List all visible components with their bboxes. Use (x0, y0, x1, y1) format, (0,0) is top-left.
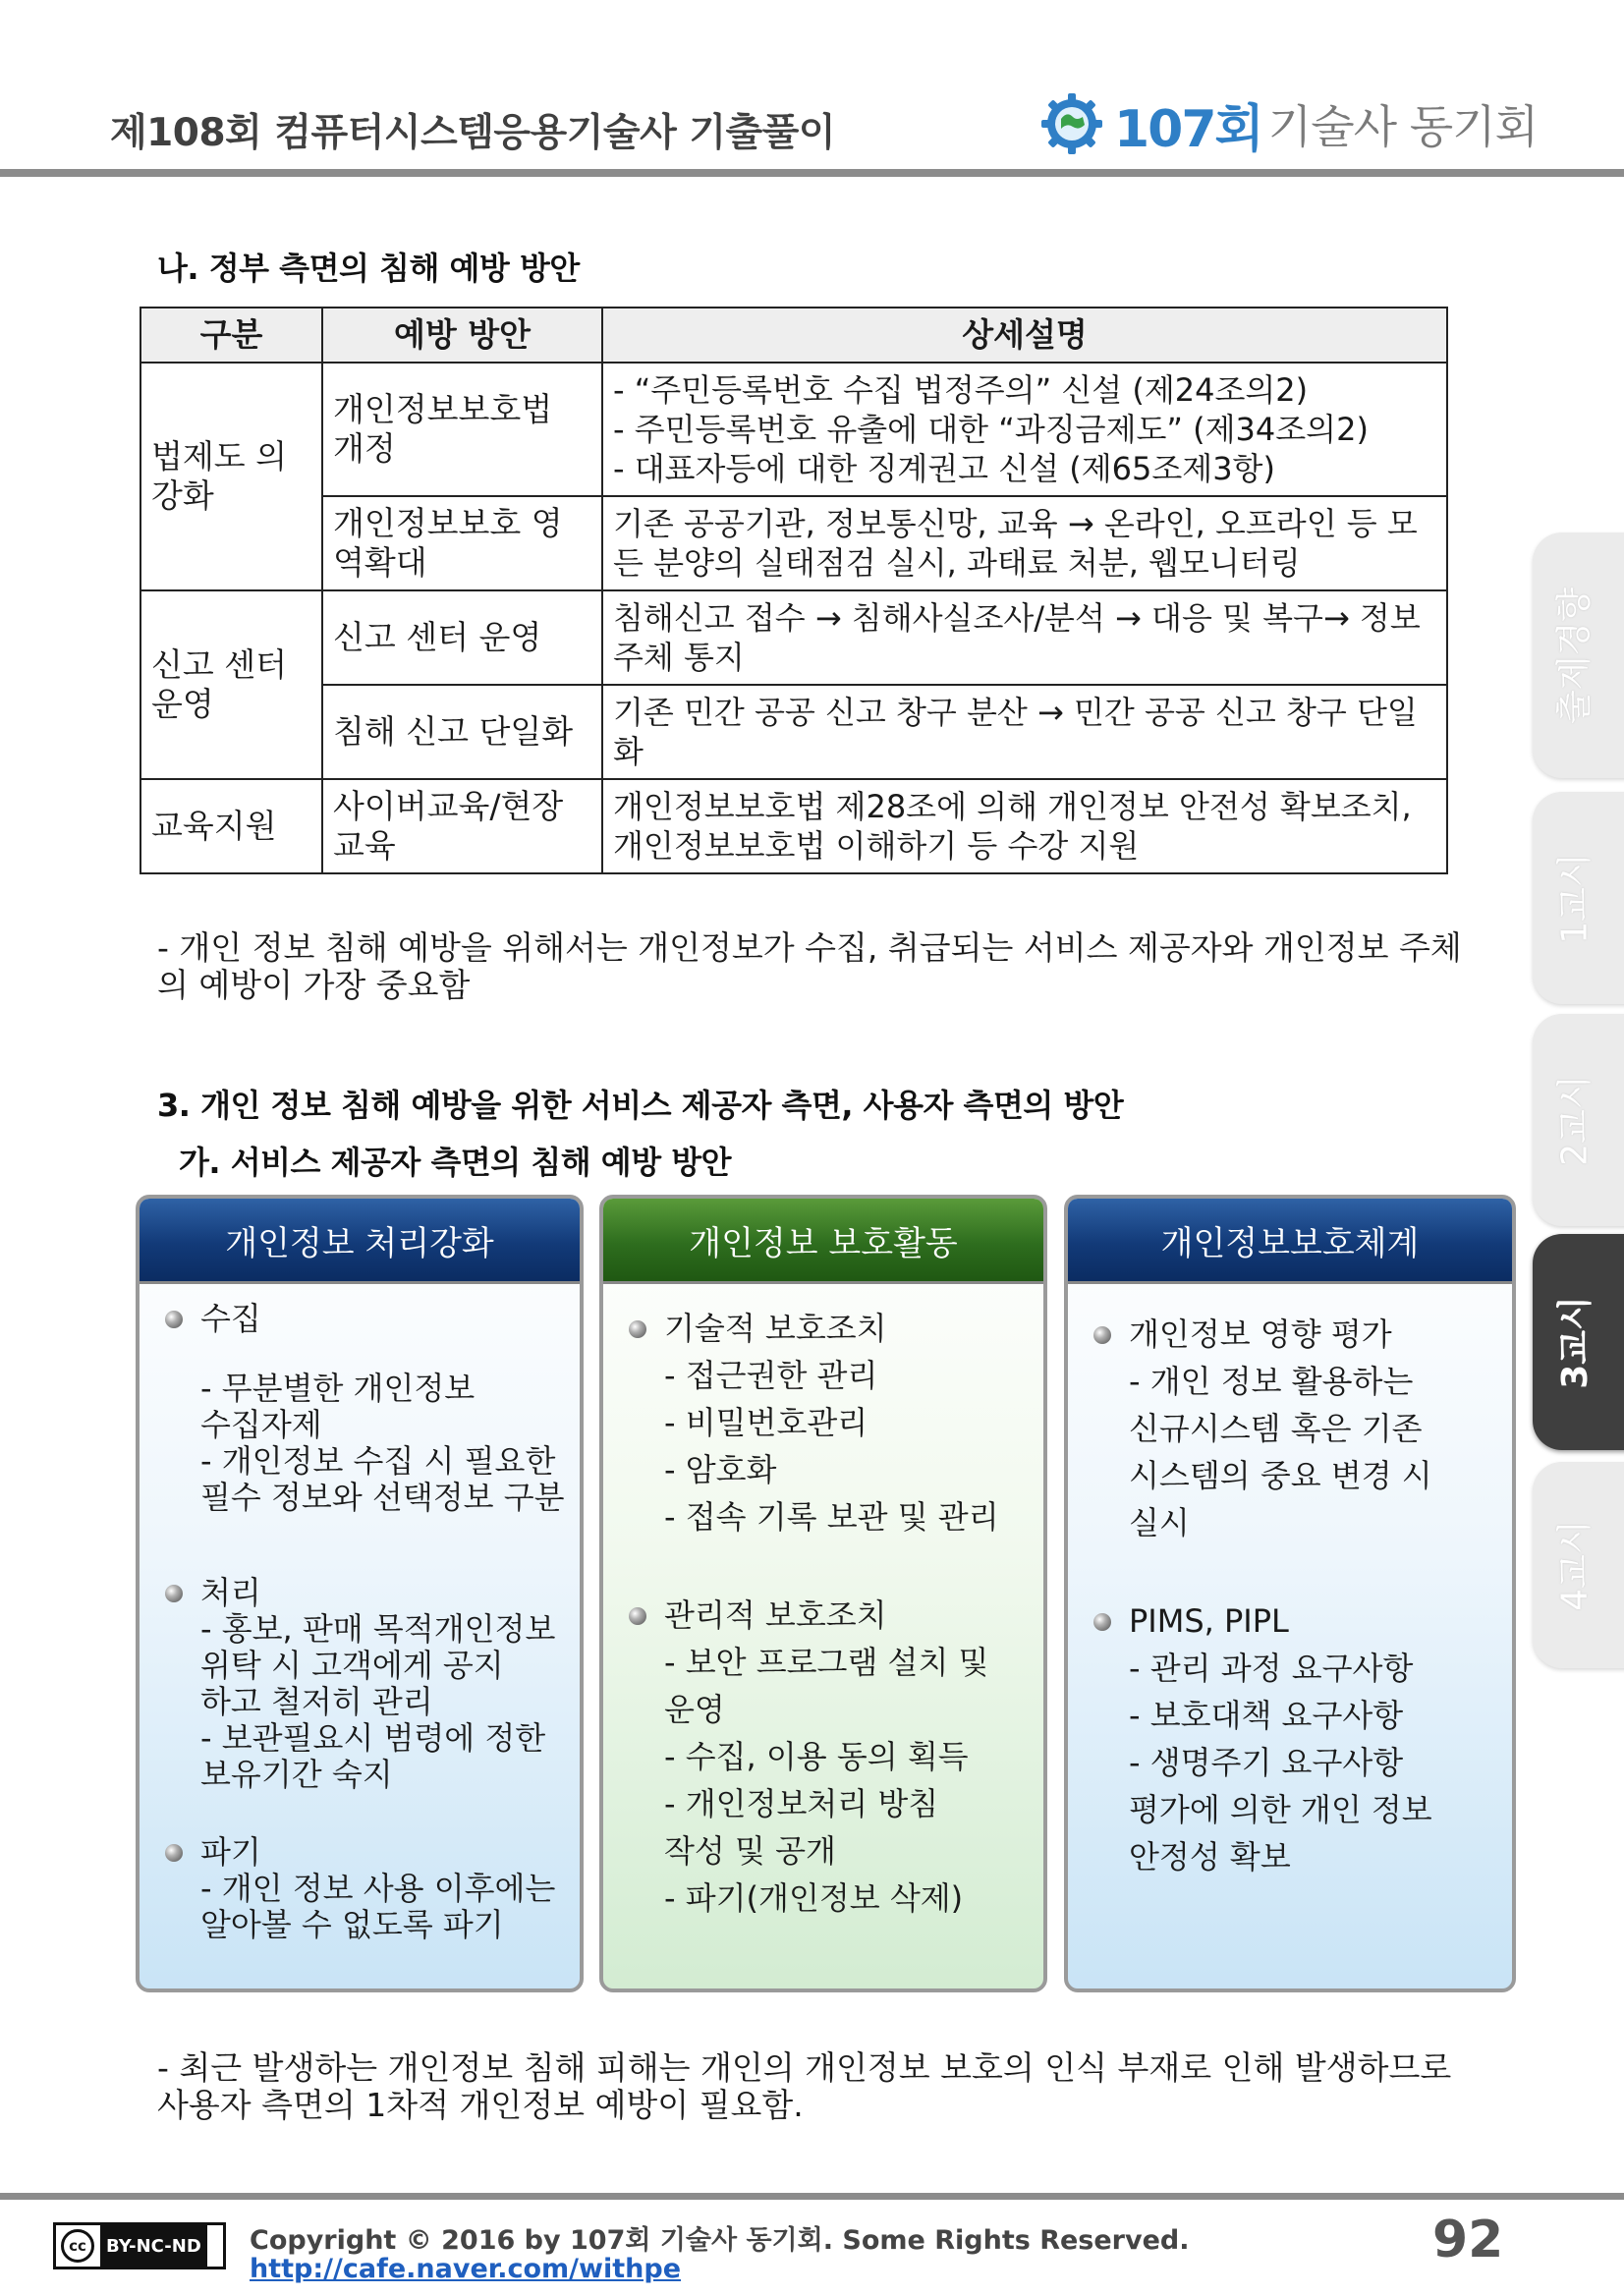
gear-globe-icon (1039, 91, 1104, 156)
category-cell: 법제도 의 강화 (140, 363, 322, 590)
bullet-icon (1093, 1613, 1111, 1631)
detail-cell: 기존 공공기관, 정보통신망, 교육 → 온라인, 오프라인 등 모든 분양의 실태점검 실시, 과태료 처분, 웹모니터링 (602, 496, 1447, 590)
detail-cell: - “주민등록번호 수집 법정주의” 신설 (제24조의2) - 주민등록번호 유출에 대한 “과징금제도” (제34조의2) - 대표자등에 대한 징계권고 신설 (제65조제3항) (602, 363, 1447, 496)
tab-trends[interactable] (1533, 532, 1624, 778)
copyright-text: Copyright © 2016 by 107회 기술사 동기회. Some Rights Reserved. (250, 2225, 1190, 2256)
page-number: 92 (1432, 2211, 1504, 2269)
list-item (629, 1305, 1032, 1352)
detail-cell: 침해신고 접수 → 침해사실조사/분석 → 대응 및 복구→ 정보주체 통지 (602, 590, 1447, 685)
footer-divider (0, 2193, 1624, 2200)
table-row (140, 363, 1447, 496)
provider-note: - 최근 발생하는 개인정보 침해 피해는 개인의 개인정보 보호의 인식 부재로 인해 발생하므로 사용자 측면의 1차적 개인정보 예방이 필요함. (157, 2048, 1452, 2124)
license-label: BY-NC-ND (100, 2225, 207, 2267)
box-body (1093, 1311, 1500, 1880)
item-detail: - 개인 정보 활용하는 신규시스템 혹은 기존 시스템의 중요 변경 시 실시 (1129, 1363, 1432, 1541)
item-detail: - 보안 프로그램 설치 및 운영 - 수집, 이용 동의 획득 - 개인정보처리 방침 작성 및 공개 - 파기(개인정보 삭제) (664, 1644, 989, 1917)
government-note: - 개인 정보 침해 예방을 위해서는 개인정보가 수집, 취급되는 서비스 제공자와 개인정보 주체의 예방이 가장 중요함 (157, 928, 1462, 1004)
logo-text: 기술사 동기회 (1267, 100, 1539, 153)
section-heading-government: 나. 정부 측면의 침해 예방 방안 (157, 250, 580, 287)
government-measures-table (140, 307, 1448, 874)
table-row (140, 496, 1447, 590)
measure-cell: 침해 신고 단일화 (322, 685, 602, 779)
item-detail: - 홍보, 판매 목적개인정보 위탁 시 고객에게 공지 하고 철저히 관리 - 보관필요시 범령에 정한 보유기간 숙지 (200, 1610, 556, 1793)
tab-period-4[interactable] (1533, 1462, 1624, 1668)
item-label: 파기 (200, 1833, 261, 1871)
document-title: 제108회 컴퓨터시스템응용기술사 기출풀이 (110, 111, 836, 155)
box-protection-activities (599, 1195, 1047, 1992)
tab-label: 2교시 (1554, 1074, 1596, 1166)
item-label: 수집 (200, 1300, 261, 1337)
column-header: 상세설명 (602, 308, 1447, 363)
bullet-icon (629, 1607, 646, 1625)
item-label: PIMS, PIPL (1129, 1602, 1289, 1640)
cc-icon: cc (61, 2229, 94, 2263)
category-cell: 신고 센터 운영 (140, 590, 322, 779)
box-body (629, 1305, 1032, 1922)
item-label: 기술적 보호조치 (664, 1310, 887, 1347)
item-detail: - 관리 과정 요구사항 - 보호대책 요구사항 - 생명주기 요구사항 평가에 의한 개인 정보 안정성 확보 (1129, 1650, 1432, 1876)
tab-label: 출제경향 (1554, 587, 1596, 724)
tab-period-1[interactable] (1533, 792, 1624, 1004)
table-row (140, 779, 1447, 873)
cafe-link[interactable]: http://cafe.naver.com/withpe (250, 2254, 682, 2284)
table-header-row (140, 308, 1447, 363)
bullet-icon (629, 1320, 646, 1338)
table-row (140, 685, 1447, 779)
item-detail: - 개인 정보 사용 이후에는 알아볼 수 없도록 파기 (200, 1870, 556, 1943)
section-subheading-provider: 가. 서비스 제공자 측면의 침해 예방 방안 (179, 1144, 732, 1181)
item-label: 개인정보 영향 평가 (1129, 1316, 1392, 1353)
list-item (1093, 1311, 1500, 1358)
box-body (165, 1301, 568, 1943)
measure-cell: 사이버교육/현장교육 (322, 779, 602, 873)
measure-cell: 개인정보보호법 개정 (322, 363, 602, 496)
box-processing (136, 1195, 584, 1992)
box-protection-system (1064, 1195, 1516, 1992)
tab-label: 4교시 (1554, 1519, 1596, 1611)
tab-label: 3교시 (1554, 1295, 1596, 1389)
measure-cell: 개인정보보호 영역확대 (322, 496, 602, 590)
tab-period-2[interactable] (1533, 1014, 1624, 1226)
bullet-icon (165, 1311, 183, 1328)
box-title: 개인정보 처리강화 (140, 1199, 580, 1284)
item-detail: - 무분별한 개인정보 수집자제 - 개인정보 수집 시 필요한 필수 정보와 선택정보 구분 (200, 1370, 565, 1516)
tab-period-3[interactable] (1533, 1234, 1624, 1450)
box-title: 개인정보보호체계 (1068, 1199, 1512, 1284)
logo-number: 107회 (1114, 99, 1262, 159)
measure-cell: 신고 센터 운영 (322, 590, 602, 685)
category-cell: 교육지원 (140, 779, 322, 873)
cc-license-badge (53, 2222, 226, 2269)
header-divider (0, 169, 1624, 177)
list-item (165, 1301, 568, 1337)
tab-label: 1교시 (1554, 852, 1596, 944)
item-detail: - 접근권한 관리 - 비밀번호관리 - 암호화 - 접속 기록 보관 및 관리 (664, 1357, 999, 1536)
table-row (140, 590, 1447, 685)
box-title: 개인정보 보호활동 (603, 1199, 1043, 1284)
detail-cell: 개인정보보호법 제28조에 의해 개인정보 안전성 확보조치, 개인정보보호법 이해하기 등 수강 지원 (602, 779, 1447, 873)
detail-cell: 기존 민간 공공 신고 창구 분산 → 민간 공공 신고 창구 단일화 (602, 685, 1447, 779)
bullet-icon (165, 1844, 183, 1862)
column-header: 구분 (140, 308, 322, 363)
column-header: 예방 방안 (322, 308, 602, 363)
list-item (165, 1575, 568, 1611)
bullet-icon (165, 1585, 183, 1602)
item-label: 관리적 보호조치 (664, 1596, 887, 1634)
bullet-icon (1093, 1326, 1111, 1344)
list-item (629, 1592, 1032, 1639)
item-label: 처리 (200, 1574, 261, 1611)
section-heading-3: 3. 개인 정보 침해 예방을 위한 서비스 제공자 측면, 사용자 측면의 방안 (157, 1087, 1124, 1124)
logo (1039, 84, 1538, 163)
list-item (1093, 1597, 1500, 1645)
list-item (165, 1834, 568, 1871)
